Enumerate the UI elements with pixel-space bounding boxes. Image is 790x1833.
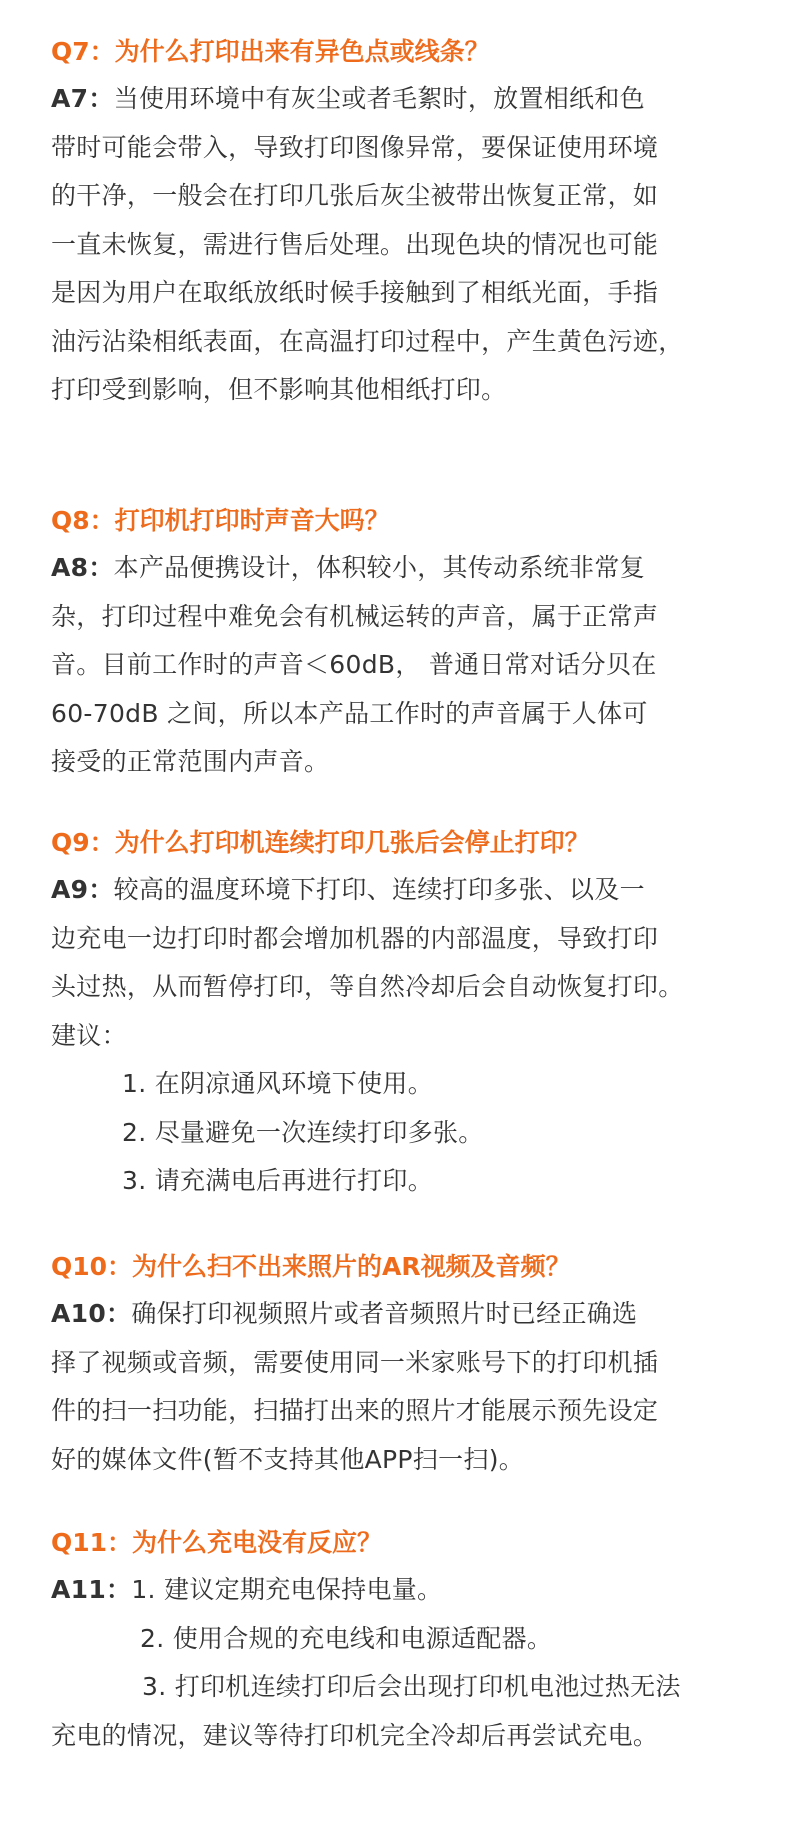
faq-item-q9 xyxy=(51,819,751,1206)
answer-text: 本产品便携设计，体积较小，其传动系统非常复 xyxy=(113,553,645,582)
question-q10: Q10：为什么扫不出来照片的AR视频及音频？ xyxy=(51,1252,571,1281)
answer-q7 xyxy=(51,75,751,415)
question-q9: Q9：为什么打印机连续打印几张后会停止打印？ xyxy=(51,828,590,857)
answer-line: 油污沾染相纸表面，在高温打印过程中，产生黄色污迹， xyxy=(51,326,684,356)
answer-text: 较高的温度环境下打印、连续打印多张、以及一 xyxy=(113,875,645,904)
answer-item: 3. 打印机连续打印后会出现打印机电池过热无法 xyxy=(142,1672,681,1701)
answer-q9 xyxy=(51,866,751,1206)
answer-line: 接受的正常范围内声音。 xyxy=(51,747,330,776)
answer-line: 打印受到影响，但不影响其他相纸打印。 xyxy=(51,375,507,404)
answer-line: 的干净，一般会在打印几张后灰尘被带出恢复正常，如 xyxy=(51,181,659,210)
answer-line xyxy=(51,75,751,124)
answer-line xyxy=(51,866,751,915)
faq-item-q8 xyxy=(51,497,751,787)
suggestion-item: 2. 尽量避免一次连续打印多张。 xyxy=(122,1117,484,1147)
suggestion-item: 3. 请充满电后再进行打印。 xyxy=(122,1166,434,1195)
answer-item: 2. 使用合规的充电线和电源适配器。 xyxy=(140,1623,553,1653)
faq-item-q7 xyxy=(51,28,751,415)
answer-line: 杂，打印过程中难免会有机械运转的声音，属于正常声 xyxy=(51,601,659,631)
answer-line xyxy=(51,544,751,593)
answer-line: 音。目前工作时的声音＜60dB， 普通日常对话分贝在 xyxy=(51,650,657,679)
question-q7: Q7：为什么打印出来有异色点或线条？ xyxy=(51,37,490,66)
answer-label-a9: A9： xyxy=(51,875,114,904)
faq-item-q10 xyxy=(51,1243,751,1484)
answer-line: 择了视频或音频，需要使用同一米家账号下的打印机插 xyxy=(51,1347,659,1377)
answer-line: 件的扫一扫功能，扫描打出来的照片才能展示预先设定 xyxy=(51,1396,659,1425)
answer-line: 60-70dB 之间，所以本产品工作时的声音属于人体可 xyxy=(51,698,648,728)
suggestion-item: 1. 在阴凉通风环境下使用。 xyxy=(122,1069,434,1098)
answer-line: 头过热，从而暂停打印，等自然冷却后会自动恢复打印。 xyxy=(51,972,684,1001)
suggestion-heading: 建议： xyxy=(51,1020,127,1050)
faq-item-q11 xyxy=(51,1519,751,1760)
answer-q10 xyxy=(51,1290,751,1484)
answer-text: 确保打印视频照片或者音频照片时已经正确选 xyxy=(131,1299,638,1328)
answer-label-a10: A10： xyxy=(51,1299,132,1328)
answer-q8 xyxy=(51,544,751,787)
answer-item: 1. 建议定期充电保持电量。 xyxy=(131,1575,443,1604)
answer-line: 带时可能会带入，导致打印图像异常，要保证使用环境 xyxy=(51,132,659,162)
answer-line xyxy=(51,1290,751,1339)
answer-line: 一直未恢复，需进行售后处理。出现色块的情况也可能 xyxy=(51,229,659,259)
answer-q11 xyxy=(51,1566,751,1760)
answer-text: 当使用环境中有灰尘或者毛絮时，放置相纸和色 xyxy=(113,84,645,113)
answer-line: 是因为用户在取纸放纸时候手接触到了相纸光面，手指 xyxy=(51,278,659,307)
answer-label-a7: A7： xyxy=(51,84,114,113)
answer-line: 充电的情况，建议等待打印机完全冷却后再尝试充电。 xyxy=(51,1720,659,1750)
question-q11: Q11：为什么充电没有反应？ xyxy=(51,1528,383,1557)
question-q8: Q8：打印机打印时声音大吗？ xyxy=(51,506,390,535)
answer-line xyxy=(51,1566,751,1615)
answer-label-a11: A11： xyxy=(51,1575,132,1604)
answer-line: 边充电一边打印时都会增加机器的内部温度，导致打印 xyxy=(51,923,659,953)
answer-line: 好的媒体文件(暂不支持其他APP扫一扫)。 xyxy=(51,1444,525,1474)
answer-label-a8: A8： xyxy=(51,553,114,582)
